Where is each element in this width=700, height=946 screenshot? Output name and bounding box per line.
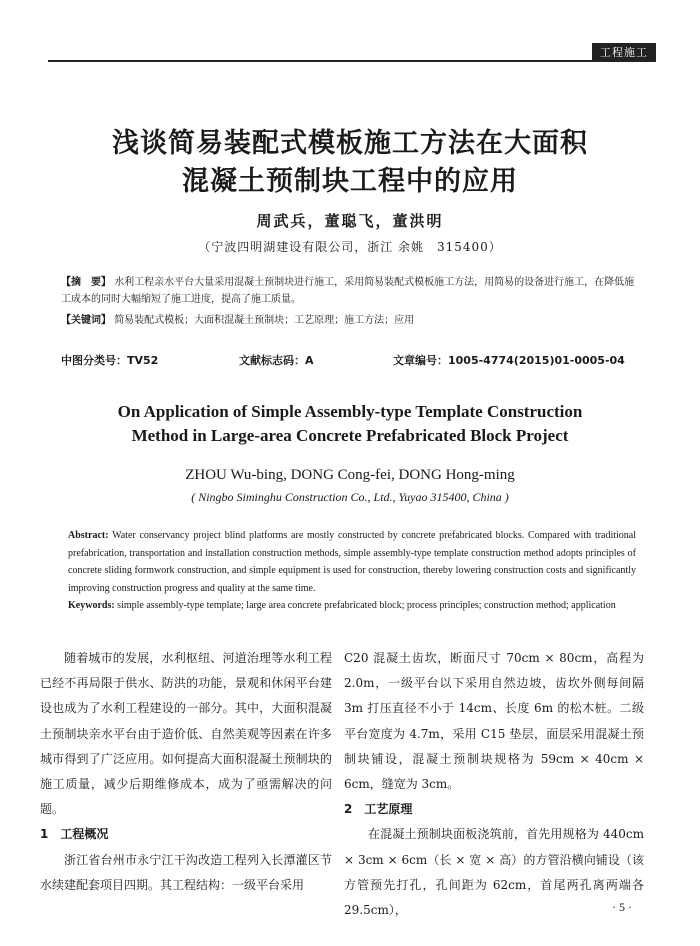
keywords-en-text: simple assembly-type template; large area concrete prefabricated block; process principles; construction method; application bbox=[117, 600, 616, 611]
section-heading: 2 工艺原理 bbox=[344, 802, 413, 817]
section-tag: 工程施工 bbox=[592, 43, 656, 62]
page-number: · 5 · bbox=[612, 900, 632, 914]
title-cn bbox=[0, 125, 700, 201]
abstract-en bbox=[68, 527, 636, 615]
title-cn-line1: 浅谈简易装配式模板施工方法在大面积 bbox=[112, 128, 588, 159]
title-en-line2: Method in Large-area Concrete Prefabricated Block Project bbox=[131, 426, 569, 445]
clc-number: 中图分类号：TV52 bbox=[61, 354, 159, 367]
article-number: 文章编号：1005-4774(2015)01-0005-04 bbox=[393, 354, 625, 367]
title-en bbox=[0, 400, 700, 448]
keywords-en-label: Keywords: bbox=[68, 600, 115, 611]
header-rule bbox=[48, 60, 656, 62]
section-heading: 1 工程概况 bbox=[40, 827, 109, 842]
body-paragraph: 浙江省台州市永宁江干沟改造工程列入长潭灌区节水续建配套项目四期。其工程结构：一级平台采用 bbox=[40, 852, 332, 892]
abstract-en-text: Water conservancy project blind platforms are mostly constructed by concrete prefabricated blocks. Compared with traditional prefabrication, transportation and installation construction methods, simple assembly-type template construction method adopts principles of concrete sliding formwork construction, and simple equipment is used for construction, thereby lowering construction costs and significantly improving construction progress and quality at the same time. bbox=[68, 530, 636, 594]
authors-cn: 周武兵，董聪飞，董洪明 bbox=[256, 212, 444, 230]
body-paragraph: C20 混凝土齿坎，断面尺寸 70cm × 80cm，高程为 2.0m，一级平台以下采用自然边坡，齿坎外侧每间隔 3m 打压直径不小于 14cm、长度 6m 的松木桩。二级平台宽度为 4.7m，采用 C15 垫层，面层采用混凝土预制块铺设，混凝土预制块规格为 59cm × 40cm × 6cm，缝宽为 3cm。 bbox=[344, 651, 644, 792]
abstract-cn-text: 水利工程亲水平台大量采用混凝土预制块进行施工，采用简易装配式模板施工方法，用简易的设备进行施工，在降低施工成本的同时大幅缩短了施工进度，提高了施工质量。 bbox=[61, 277, 635, 305]
keywords-cn-text: 简易装配式模板；大面积混凝土预制块；工艺原理；施工方法；应用 bbox=[114, 315, 415, 326]
body-paragraph: 在混凝土预制块面板浇筑前，首先用规格为 440cm × 3cm × 6cm（长 × 宽 × 高）的方管沿横向铺设（该方管预先打孔，孔间距为 62cm，首尾两孔离两端各 29.5cm）， bbox=[344, 827, 644, 918]
title-cn-line2: 混凝土预制块工程中的应用 bbox=[182, 166, 518, 197]
body-left-column bbox=[40, 646, 332, 898]
title-en-line1: On Application of Simple Assembly-type Template Construction bbox=[117, 402, 583, 421]
abstract-cn bbox=[61, 274, 639, 308]
affiliation-cn: （宁波四明湖建设有限公司，浙江 余姚 315400） bbox=[198, 240, 502, 254]
abstract-en-label: Abstract: bbox=[68, 530, 109, 541]
keywords-cn bbox=[61, 312, 639, 329]
authors-en: ZHOU Wu-bing, DONG Cong-fei, DONG Hong-ming bbox=[185, 467, 515, 483]
affiliation-en: ( Ningbo Siminghu Construction Co., Ltd., Yuyao 315400, China ) bbox=[191, 490, 509, 504]
body-right-column bbox=[344, 646, 644, 923]
doc-code: 文献标志码：A bbox=[239, 354, 314, 367]
abstract-cn-label: 【摘 要】 bbox=[61, 277, 111, 288]
body-paragraph: 随着城市的发展，水利枢纽、河道治理等水利工程已经不再局限于供水、防洪的功能，景观和休闲平台建设也成为了水利工程建设的一部分。其中，大面积混凝土预制块亲水平台由于造价低、自然美观等因素在许多城市得到了广泛应用。如何提高大面积混凝土预制块的施工质量，减少后期维修成本，成为了亟需解决的问题。 bbox=[40, 651, 332, 817]
keywords-cn-label: 【关键词】 bbox=[61, 315, 111, 326]
